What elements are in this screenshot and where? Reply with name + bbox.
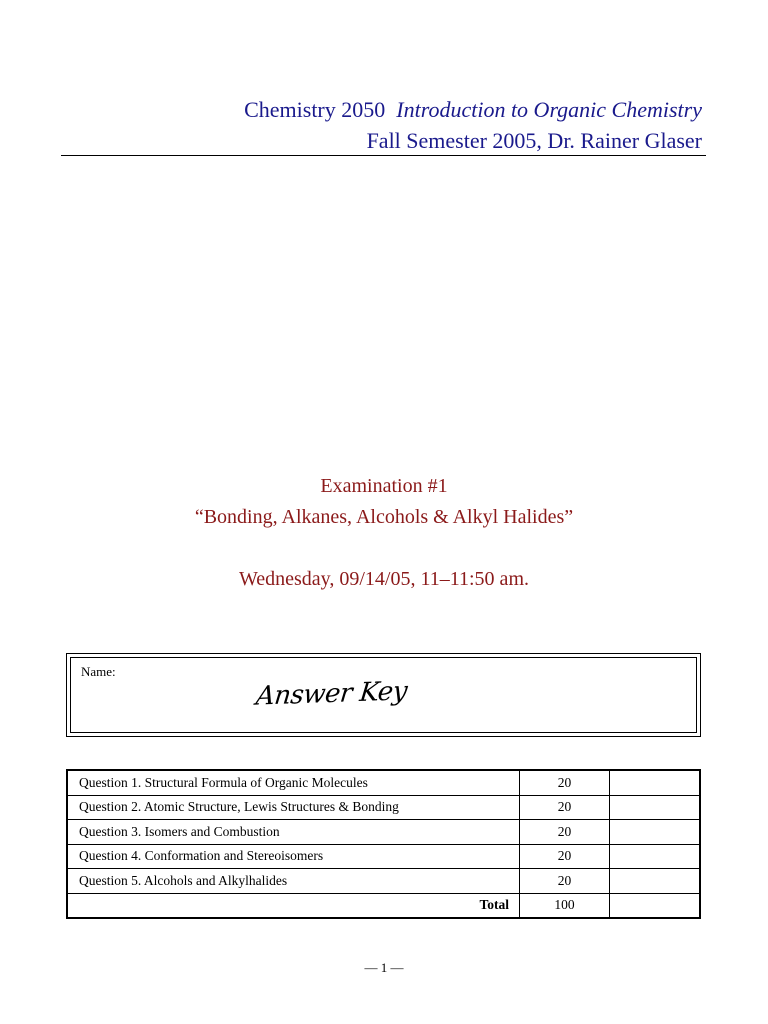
score-table: [66, 769, 701, 919]
question-score-cell: [610, 869, 701, 894]
score-row: [67, 770, 700, 795]
question-points: 20: [520, 820, 610, 845]
course-title: Introduction to Organic Chemistry: [396, 97, 702, 122]
semester-line: Fall Semester 2005, Dr. Rainer Glaser: [366, 128, 702, 153]
exam-title: Examination #1: [320, 475, 448, 497]
header-divider: [61, 155, 706, 156]
total-points: 100: [520, 893, 610, 918]
question-label: Question 1. Structural Formula of Organic Molecules: [67, 770, 520, 795]
question-points: 20: [520, 844, 610, 869]
name-label: Name:: [81, 664, 116, 679]
question-points: 20: [520, 770, 610, 795]
score-table-body: [67, 770, 700, 918]
name-box-inner: [70, 657, 697, 733]
exam-info: [0, 471, 768, 595]
question-points: 20: [520, 795, 610, 820]
exam-spacer: [0, 533, 768, 564]
score-row: [67, 844, 700, 869]
document-header: [244, 94, 702, 156]
course-number: Chemistry 2050: [244, 97, 386, 122]
question-score-cell: [610, 844, 701, 869]
question-score-cell: [610, 770, 701, 795]
question-label: Question 5. Alcohols and Alkylhalides: [67, 869, 520, 894]
total-label: Total: [67, 893, 520, 918]
question-score-cell: [610, 820, 701, 845]
score-row: [67, 869, 700, 894]
exam-subtitle: “Bonding, Alkanes, Alcohols & Alkyl Halides”: [194, 506, 574, 528]
page-number: — 1 —: [364, 960, 404, 975]
score-row: [67, 820, 700, 845]
name-value: Answer Key: [254, 676, 409, 712]
name-box: [66, 653, 701, 737]
course-line: [244, 94, 702, 125]
total-score-cell: [610, 893, 701, 918]
question-label: Question 3. Isomers and Combustion: [67, 820, 520, 845]
score-row: [67, 795, 700, 820]
exam-date: Wednesday, 09/14/05, 11–11:50 am.: [238, 568, 529, 590]
question-score-cell: [610, 795, 701, 820]
question-label: Question 4. Conformation and Stereoisomers: [67, 844, 520, 869]
question-points: 20: [520, 869, 610, 894]
question-label: Question 2. Atomic Structure, Lewis Structures & Bonding: [67, 795, 520, 820]
total-row: [67, 893, 700, 918]
